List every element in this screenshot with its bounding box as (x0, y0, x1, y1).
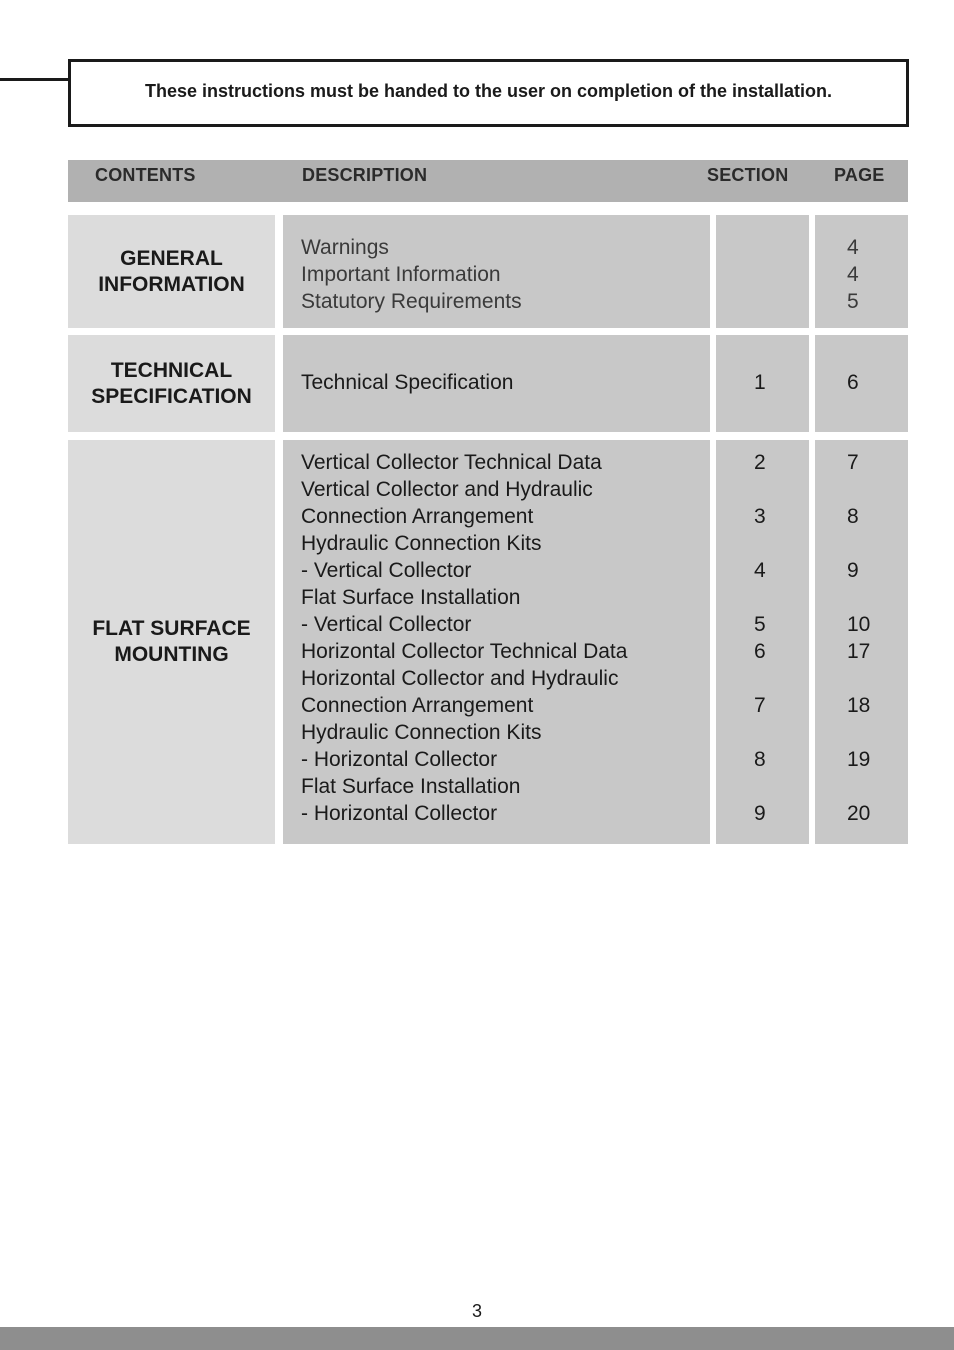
footer-bar (0, 1327, 954, 1350)
description-line: Hydraulic Connection Kits (301, 721, 542, 744)
description-line: Vertical Collector Technical Data (301, 451, 602, 474)
page-number-entry: 18 (847, 694, 871, 717)
section-number-entry: 2 (754, 451, 766, 474)
row-label: GENERAL INFORMATION (98, 246, 245, 296)
row-section-cell (716, 335, 809, 432)
description-line: Vertical Collector and Hydraulic (301, 478, 593, 501)
section-number-entry: 4 (754, 559, 766, 582)
row-section-cell (716, 215, 809, 328)
section-number-entry: 3 (754, 505, 766, 528)
header-description: DESCRIPTION (302, 165, 428, 185)
section-number-entry (754, 773, 766, 800)
row-label-cell (68, 335, 275, 432)
section-number-entry: 8 (754, 748, 766, 771)
row-page-cell (815, 335, 908, 432)
description-line: Warnings (301, 236, 389, 259)
section-list (754, 449, 766, 827)
description-line: Flat Surface Installation (301, 586, 521, 609)
section-number-entry: 6 (754, 640, 766, 663)
description-line: Statutory Requirements (301, 290, 522, 313)
page-number-entry: 19 (847, 748, 871, 771)
notice-box (68, 59, 909, 127)
section-number-entry: 1 (754, 371, 766, 394)
table-row-technical-specification (68, 335, 908, 432)
page-number-entry (847, 773, 870, 800)
section-number-entry: 9 (754, 802, 766, 825)
section-list (754, 369, 766, 396)
page-number-entry: 4 (847, 236, 859, 259)
section-number-entry (754, 476, 766, 503)
page-number: 3 (471, 1301, 482, 1321)
page-list (847, 369, 859, 396)
section-number-entry: 7 (754, 694, 766, 717)
description-line: Connection Arrangement (301, 694, 534, 717)
description-line: Important Information (301, 263, 501, 286)
page-number-entry: 20 (847, 802, 871, 825)
page-list (847, 234, 859, 315)
description-line: - Horizontal Collector (301, 802, 498, 825)
page-number-entry (847, 530, 870, 557)
description-line: Flat Surface Installation (301, 775, 521, 798)
table-row-general-information (68, 215, 908, 328)
row-label: TECHNICAL SPECIFICATION (91, 358, 252, 408)
description-line: Horizontal Collector and Hydraulic (301, 667, 619, 690)
description-line: Horizontal Collector Technical Data (301, 640, 628, 663)
table-header (68, 160, 908, 202)
page-number-entry: 6 (847, 371, 859, 394)
row-label-cell (68, 440, 275, 844)
page-number-entry: 7 (847, 451, 859, 474)
description-line: - Vertical Collector (301, 613, 472, 636)
description-line: - Horizontal Collector (301, 748, 498, 771)
description-line: - Vertical Collector (301, 559, 472, 582)
page-number-entry: 10 (847, 613, 871, 636)
description-list (301, 369, 513, 396)
row-description-cell (283, 335, 710, 432)
description-list (301, 234, 522, 315)
page-list (847, 449, 870, 827)
description-list (301, 449, 627, 827)
description-line: Connection Arrangement (301, 505, 534, 528)
page-number-entry: 8 (847, 505, 859, 528)
page-number-entry: 4 (847, 263, 859, 286)
side-rule (0, 78, 70, 81)
row-description-cell (283, 440, 710, 844)
row-label-cell (68, 215, 275, 328)
row-section-cell (716, 440, 809, 844)
section-number-entry (754, 530, 766, 557)
notice-text: These instructions must be handed to the user on completion of the installation. (144, 81, 833, 101)
row-page-cell (815, 215, 908, 328)
section-number-entry (754, 665, 766, 692)
header-contents: CONTENTS (95, 165, 196, 185)
page-number-entry (847, 476, 870, 503)
description-line: Technical Specification (301, 371, 514, 394)
row-page-cell (815, 440, 908, 844)
header-page: PAGE (834, 165, 885, 185)
page-number-entry (847, 665, 870, 692)
section-number-entry: 5 (754, 613, 766, 636)
row-label: FLAT SURFACE MOUNTING (92, 617, 251, 666)
header-section: SECTION (707, 165, 789, 185)
row-description-cell (283, 215, 710, 328)
page-number-entry: 17 (847, 640, 871, 663)
section-number-entry (754, 719, 766, 746)
page-number-entry: 9 (847, 559, 859, 582)
section-number-entry (754, 584, 766, 611)
page-number-entry: 5 (847, 290, 859, 313)
page-number-entry (847, 719, 870, 746)
description-line: Hydraulic Connection Kits (301, 532, 542, 555)
table-row-flat-surface-mounting (68, 440, 908, 844)
page-number-entry (847, 584, 870, 611)
